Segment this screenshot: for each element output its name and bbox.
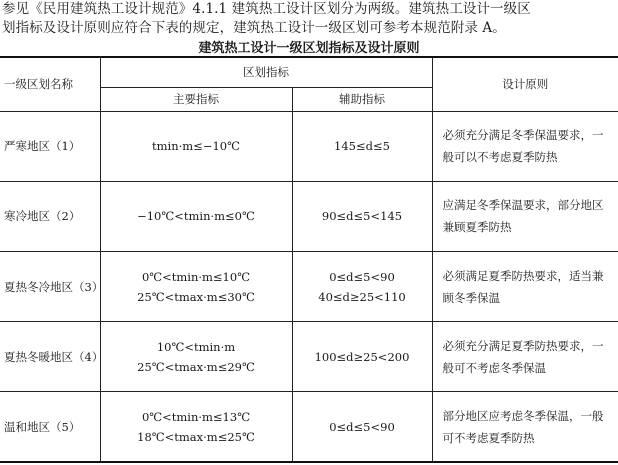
zone-name: 夏热冬暖地区（4） — [0, 322, 100, 392]
header-main: 主要指标 — [100, 87, 292, 111]
table-row — [0, 111, 618, 181]
table-title: 建筑热工设计一级区划指标及设计原则 — [198, 41, 420, 56]
aux-indicator: 0≤d≤5<90 40≤d≥25<110 — [292, 251, 432, 321]
header-indicators: 区划指标 — [100, 57, 432, 87]
zone-name: 寒冷地区（2） — [0, 181, 100, 251]
intro-line: 参见《民用建筑热工设计规范》4.1.1 建筑热工设计区划分为两级。建筑热工设计一级区 — [2, 1, 531, 17]
design-principle: 必须充分满足冬季保温要求，一般可以不考虑夏季防热 — [432, 111, 618, 181]
zone-name: 严寒地区（1） — [0, 111, 100, 181]
zone-name: 温和地区（5） — [0, 392, 100, 462]
main-indicator: tmin·m≤−10℃ — [100, 111, 292, 181]
design-principle: 部分地区应考虑冬季保温，一般可不考虑夏季防热 — [432, 392, 618, 462]
table-row — [0, 322, 618, 392]
zone-name: 夏热冬冷地区（3） — [0, 251, 100, 321]
header-principle: 设计原则 — [432, 57, 618, 111]
aux-indicator: 90≤d≤5<145 — [292, 181, 432, 251]
header-aux: 辅助指标 — [292, 87, 432, 111]
main-indicator: 0℃<tmin·m≤10℃ 25℃<tmax·m≤30℃ — [100, 251, 292, 321]
design-principle: 应满足冬季保温要求，部分地区兼顾夏季防热 — [432, 181, 618, 251]
design-principle: 必须满足夏季防热要求，适当兼顾冬季保温 — [432, 251, 618, 321]
design-principle: 必须充分满足夏季防热要求，一般可不考虑冬季保温 — [432, 322, 618, 392]
intro-line: 划指标及设计原则应符合下表的规定，建筑热工设计一级区划可参考本规范附录 A。 — [2, 20, 506, 36]
main-indicator: −10℃<tmin·m≤0℃ — [100, 181, 292, 251]
header-row — [0, 57, 618, 87]
header-zone-name: 一级区划名称 — [0, 57, 100, 111]
intro-paragraph — [2, 0, 616, 38]
table-row — [0, 251, 618, 321]
table-row — [0, 392, 618, 462]
main-indicator: 0℃<tmin·m≤13℃ 18℃<tmax·m≤25℃ — [100, 392, 292, 462]
zoning-table — [0, 56, 618, 463]
main-indicator: 10℃<tmin·m 25℃<tmax·m≤29℃ — [100, 322, 292, 392]
aux-indicator: 100≤d≥25<200 — [292, 322, 432, 392]
aux-indicator: 0≤d≤5<90 — [292, 392, 432, 462]
table-row — [0, 181, 618, 251]
aux-indicator: 145≤d≤5 — [292, 111, 432, 181]
